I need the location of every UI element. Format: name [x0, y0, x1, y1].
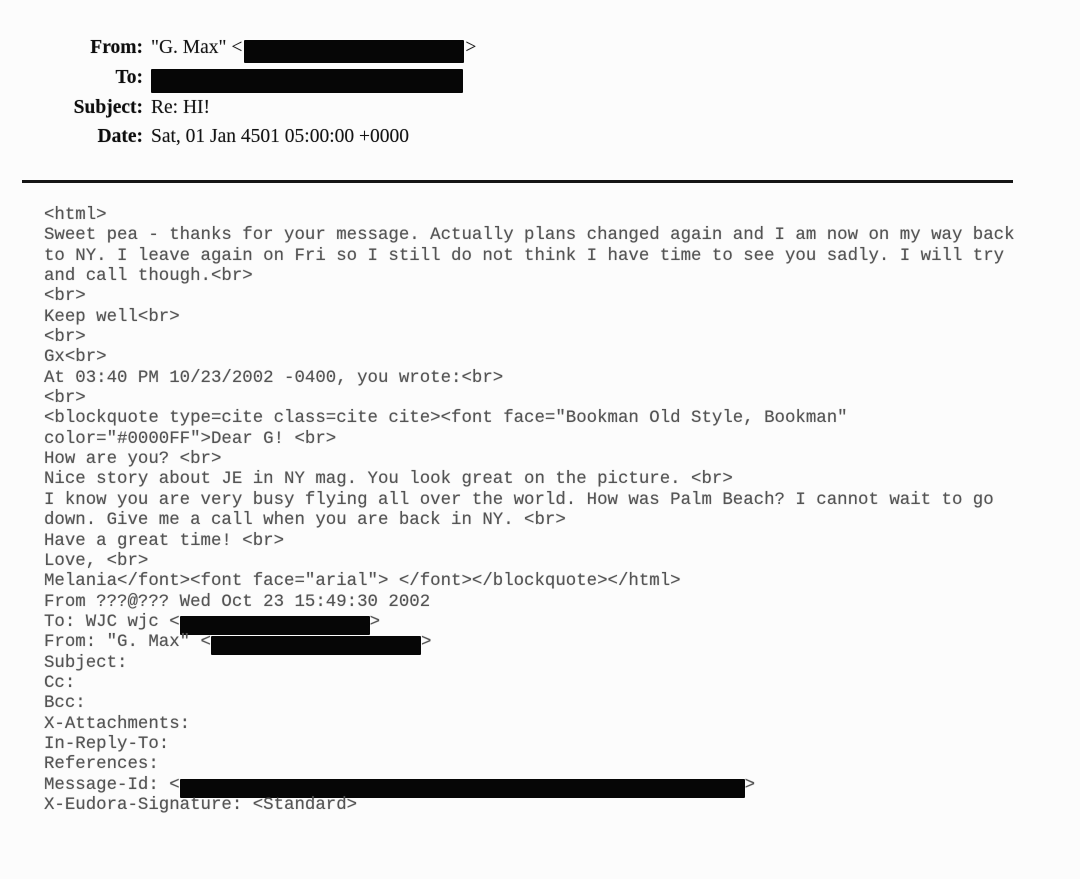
- body-line: Have a great time! <br>: [44, 531, 285, 551]
- from-header-prefix: From: "G. Max" <: [44, 633, 211, 653]
- messageid-prefix: Message-Id: <: [44, 775, 180, 795]
- body-line: Gx<br>: [44, 348, 107, 368]
- subject-label: Subject:: [73, 96, 143, 118]
- body-line: How are you? <br>: [44, 450, 222, 470]
- from-display-name: "G. Max" <: [151, 37, 243, 58]
- email-header-block: [40, 33, 476, 152]
- header-row-from: [40, 33, 476, 63]
- body-line: <br>: [44, 287, 86, 307]
- body-line-from-redacted: [44, 633, 1015, 653]
- body-line: <html>: [44, 206, 107, 225]
- body-line-messageid-redacted: [44, 776, 1015, 796]
- date-value: Sat, 01 Jan 4501 05:00:00 +0000: [151, 126, 409, 148]
- body-line: In-Reply-To:: [44, 734, 170, 754]
- redaction-bar: [211, 636, 421, 655]
- body-line: I know you are very busy flying all over the world. How was Palm Beach? I cannot wait to go: [44, 490, 994, 510]
- subject-value: Re: HI!: [151, 96, 211, 118]
- body-line: At 03:40 PM 10/23/2002 -0400, you wrote:<br>: [44, 368, 504, 388]
- body-line: color="#0000FF">Dear G! <br>: [44, 429, 337, 449]
- body-line: Bcc:: [44, 694, 86, 714]
- from-angle-close: >: [465, 37, 477, 58]
- body-line: From ???@??? Wed Oct 23 15:49:30 2002: [44, 592, 431, 612]
- body-line: Nice story about JE in NY mag. You look great on the picture. <br>: [44, 470, 733, 490]
- from-value: [151, 33, 476, 63]
- from-header-suffix: >: [420, 633, 432, 653]
- to-header-prefix: To: WJC wjc <: [44, 612, 180, 632]
- body-line: Keep well<br>: [44, 307, 180, 327]
- header-divider-rule: [22, 180, 1013, 183]
- from-label: From:: [90, 37, 143, 58]
- body-line: Love, <br>: [44, 551, 149, 571]
- to-label: To:: [115, 66, 143, 88]
- email-raw-body: [44, 206, 1015, 816]
- redaction-bar: [180, 779, 745, 798]
- body-line: <blockquote type=cite class=cite cite><font face="Bookman Old Style, Bookman": [44, 409, 848, 429]
- body-line: to NY. I leave again on Fri so I still do not think I have time to see you sadly. I will try: [44, 246, 1005, 266]
- body-line: <br>: [44, 328, 86, 348]
- body-line-to-redacted: [44, 613, 1015, 633]
- to-value: [151, 63, 463, 93]
- redaction-bar: [151, 69, 463, 93]
- body-line: and call though.<br>: [44, 267, 253, 287]
- body-line: X-Eudora-Signature: <Standard>: [44, 795, 358, 815]
- date-label: Date:: [97, 126, 143, 148]
- body-line: Subject:: [44, 653, 128, 673]
- header-row-to: [40, 63, 476, 93]
- body-line: <br>: [44, 389, 86, 409]
- header-row-date: [40, 122, 476, 152]
- messageid-suffix: >: [744, 775, 756, 795]
- header-row-subject: [40, 93, 476, 123]
- body-line: down. Give me a call when you are back in NY. <br>: [44, 511, 566, 531]
- body-line: Sweet pea - thanks for your message. Actually plans changed again and I am now on my way back: [44, 226, 1015, 246]
- body-line: Cc:: [44, 673, 76, 693]
- to-header-suffix: >: [369, 612, 381, 632]
- body-line: Melania</font><font face="arial"> </font></blockquote></html>: [44, 572, 681, 592]
- redaction-bar: [244, 40, 464, 63]
- body-line: X-Attachments:: [44, 714, 191, 734]
- body-line: References:: [44, 755, 159, 775]
